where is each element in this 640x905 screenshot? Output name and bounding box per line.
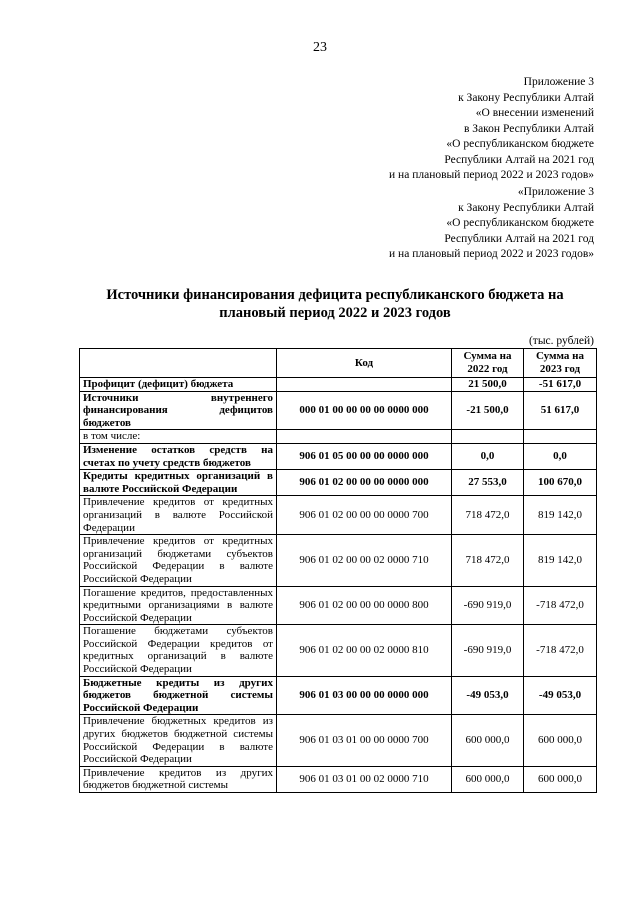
row-name-cell: Привлечение бюджетных кредитов из других бюджетов бюджетной системы Российской Федерации в валюте Российской Федерации [80, 715, 277, 766]
row-sum-2022-cell: -690 919,0 [452, 625, 524, 676]
row-sum-2023-cell: -51 617,0 [524, 378, 597, 392]
row-sum-2023-cell: 51 617,0 [524, 391, 597, 430]
appendix-line: и на плановый период 2022 и 2023 годов» [389, 248, 594, 260]
original-appendix-reference [389, 185, 594, 263]
table-row [80, 625, 597, 676]
row-name-cell: Источники внутреннего финансирования дефицитов бюджетов [80, 391, 277, 430]
row-code-cell: 906 01 02 00 00 00 0000 800 [277, 586, 452, 625]
page-number: 23 [313, 40, 327, 55]
row-name-cell: Погашение кредитов, предоставленных кредитными организациями в валюте Российской Федерации [80, 586, 277, 625]
row-sum-2022-cell [452, 430, 524, 444]
row-code-cell: 000 01 00 00 00 00 0000 000 [277, 391, 452, 430]
row-code-cell: 906 01 03 01 00 02 0000 710 [277, 766, 452, 792]
row-name-cell: Профицит (дефицит) бюджета [80, 378, 277, 392]
appendix-line: Республики Алтай на 2021 год [444, 153, 594, 166]
row-code-cell [277, 430, 452, 444]
appendix-line: Приложение 3 [523, 76, 594, 88]
row-sum-2023-cell: 600 000,0 [524, 766, 597, 792]
units-label: (тыс. рублей) [528, 335, 594, 347]
appendix-line: и на плановый период 2022 и 2023 годов» [389, 169, 594, 181]
row-code-cell: 906 01 05 00 00 00 0000 000 [277, 443, 452, 469]
row-code-cell: 906 01 03 01 00 00 0000 700 [277, 715, 452, 766]
row-code-cell: 906 01 03 00 00 00 0000 000 [277, 676, 452, 715]
row-name-cell: Привлечение кредитов из других бюджетов бюджетной системы [80, 766, 277, 792]
table-row [80, 391, 597, 430]
row-sum-2022-cell: 600 000,0 [452, 715, 524, 766]
appendix-line: в Закон Республики Алтай [464, 122, 594, 135]
appendix-line: «Приложение 3 [517, 186, 594, 198]
row-sum-2023-cell [524, 430, 597, 444]
table-header-row [80, 349, 597, 378]
appendix-reference [389, 75, 594, 184]
document-title [70, 286, 600, 322]
table-row [80, 766, 597, 792]
row-name-cell: Привлечение кредитов от кредитных организаций в валюте Российской Федерации [80, 496, 277, 535]
row-code-cell: 906 01 02 00 00 02 0000 710 [277, 535, 452, 586]
row-sum-2022-cell: 718 472,0 [452, 496, 524, 535]
row-name-cell: Кредиты кредитных организаций в валюте Российской Федерации [80, 470, 277, 496]
row-sum-2023-cell: 0,0 [524, 443, 597, 469]
row-sum-2022-cell: -49 053,0 [452, 676, 524, 715]
title-line: плановый период 2022 и 2023 годов [219, 305, 451, 321]
table-row [80, 470, 597, 496]
table-row [80, 430, 597, 444]
table-row [80, 496, 597, 535]
row-sum-2022-cell: 718 472,0 [452, 535, 524, 586]
row-code-cell [277, 378, 452, 392]
table-row [80, 535, 597, 586]
appendix-line: «О внесении изменений [475, 107, 594, 119]
table-row [80, 443, 597, 469]
row-sum-2022-cell: -21 500,0 [452, 391, 524, 430]
table-row [80, 676, 597, 715]
row-sum-2022-cell: 21 500,0 [452, 378, 524, 392]
row-name-cell: Погашение бюджетами субъектов Российской Федерации кредитов от кредитных организаций в валюте Российской Федерации [80, 625, 277, 676]
row-sum-2022-cell: 0,0 [452, 443, 524, 469]
row-code-cell: 906 01 02 00 00 00 0000 700 [277, 496, 452, 535]
table-row [80, 715, 597, 766]
table-row [80, 586, 597, 625]
row-name-cell: Бюджетные кредиты из других бюджетов бюджетной системы Российской Федерации [80, 676, 277, 715]
row-sum-2023-cell: 600 000,0 [524, 715, 597, 766]
header-name-cell [80, 349, 277, 378]
appendix-line: «О республиканском бюджете [446, 138, 594, 150]
row-sum-2023-cell: -718 472,0 [524, 586, 597, 625]
row-sum-2022-cell: 600 000,0 [452, 766, 524, 792]
header-sum-2023: Сумма на 2023 год [524, 349, 597, 378]
row-sum-2022-cell: -690 919,0 [452, 586, 524, 625]
table-row [80, 378, 597, 392]
row-code-cell: 906 01 02 00 00 02 0000 810 [277, 625, 452, 676]
row-sum-2023-cell: -718 472,0 [524, 625, 597, 676]
row-sum-2023-cell: 819 142,0 [524, 535, 597, 586]
row-name-cell: Изменение остатков средств на счетах по учету средств бюджетов [80, 443, 277, 469]
row-name-cell: Привлечение кредитов от кредитных организаций бюджетами субъектов Российской Федерации в валюте Российской Федерации [80, 535, 277, 586]
header-sum-2022: Сумма на 2022 год [452, 349, 524, 378]
appendix-line: «О республиканском бюджете [446, 217, 594, 229]
row-sum-2023-cell: -49 053,0 [524, 676, 597, 715]
row-code-cell: 906 01 02 00 00 00 0000 000 [277, 470, 452, 496]
appendix-line: к Закону Республики Алтай [458, 91, 594, 104]
row-sum-2023-cell: 100 670,0 [524, 470, 597, 496]
appendix-line: к Закону Республики Алтай [458, 201, 594, 214]
row-name-cell: в том числе: [80, 430, 277, 444]
row-sum-2022-cell: 27 553,0 [452, 470, 524, 496]
header-code: Код [277, 349, 452, 378]
title-line: Источники финансирования дефицита республиканского бюджета на [106, 287, 564, 303]
row-sum-2023-cell: 819 142,0 [524, 496, 597, 535]
appendix-line: Республики Алтай на 2021 год [444, 232, 594, 245]
financing-sources-table [79, 348, 597, 793]
